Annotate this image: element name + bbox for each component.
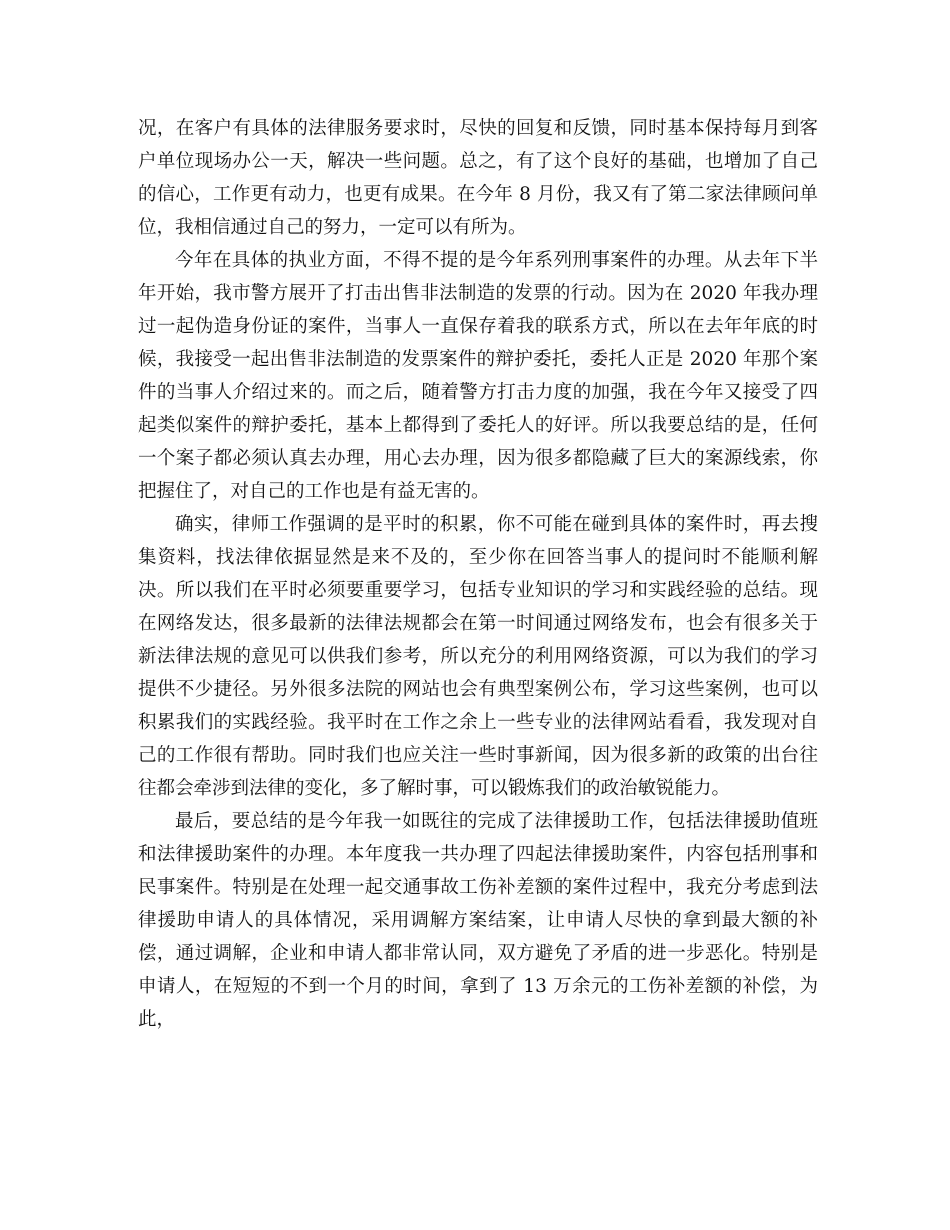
document-page xyxy=(138,112,818,1036)
paragraph-4: 最后，要总结的是今年我一如既往的完成了法律援助工作，包括法律援助值班和法律援助案件的办理。本年度我一共办理了四起法律援助案件，内容包括刑事和民事案件。特别是在处理一起交通事故工伤补差额的案件过程中，我充分考虑到法律援助申请人的具体情况，采用调解方案结案，让申请人尽快的拿到最大额的补偿，通过调解，企业和申请人都非常认同，双方避免了矛盾的进一步恶化。特别是申请人，在短短的不到一个月的时间，拿到了 13 万余元的工伤补差额的补偿，为此， xyxy=(138,811,818,1030)
paragraph-3: 确实，律师工作强调的是平时的积累，你不可能在碰到具体的案件时，再去搜集资料，找法律依据显然是来不及的，至少你在回答当事人的提问时不能顺利解决。所以我们在平时必须要重要学习，包括专业知识的学习和实践经验的总结。现在网络发达，很多最新的法律法规都会在第一时间通过网络发布，也会有很多关于新法律法规的意见可以供我们参考，所以充分的利用网络资源，可以为我们的学习提供不少捷径。另外很多法院的网站也会有典型案例公布，学习这些案例，也可以积累我们的实践经验。我平时在工作之余上一些专业的法律网站看看，我发现对自己的工作很有帮助。同时我们也应关注一些时事新闻，因为很多新的政策的出台往往都会牵涉到法律的变化，多了解时事，可以锻炼我们的政治敏锐能力。 xyxy=(138,514,818,799)
paragraph-2: 今年在具体的执业方面，不得不提的是今年系列刑事案件的办理。从去年下半年开始，我市警方展开了打击出售非法制造的发票的行动。因为在 2020 年我办理过一起伪造身份证的案件，当事人一直保存着我的联系方式，所以在去年年底的时候，我接受一起出售非法制造的发票案件的辩护委托，委托人正是 2020 年那个案件的当事人介绍过来的。而之后，随着警方打击力度的加强，我在今年又接受了四起类似案件的辩护委托，基本上都得到了委托人的好评。所以我要总结的是，任何一个案子都必须认真去办理，用心去办理，因为很多都隐藏了巨大的案源线索，你把握住了，对自己的工作也是有益无害的。 xyxy=(138,250,818,502)
paragraph-1: 况，在客户有具体的法律服务要求时，尽快的回复和反馈，同时基本保持每月到客户单位现场办公一天，解决一些问题。总之，有了这个良好的基础，也增加了自己的信心，工作更有动力，也更有成果。在今年 8 月份，我又有了第二家法律顾问单位，我相信通过自己的努力，一定可以有所为。 xyxy=(138,118,818,238)
